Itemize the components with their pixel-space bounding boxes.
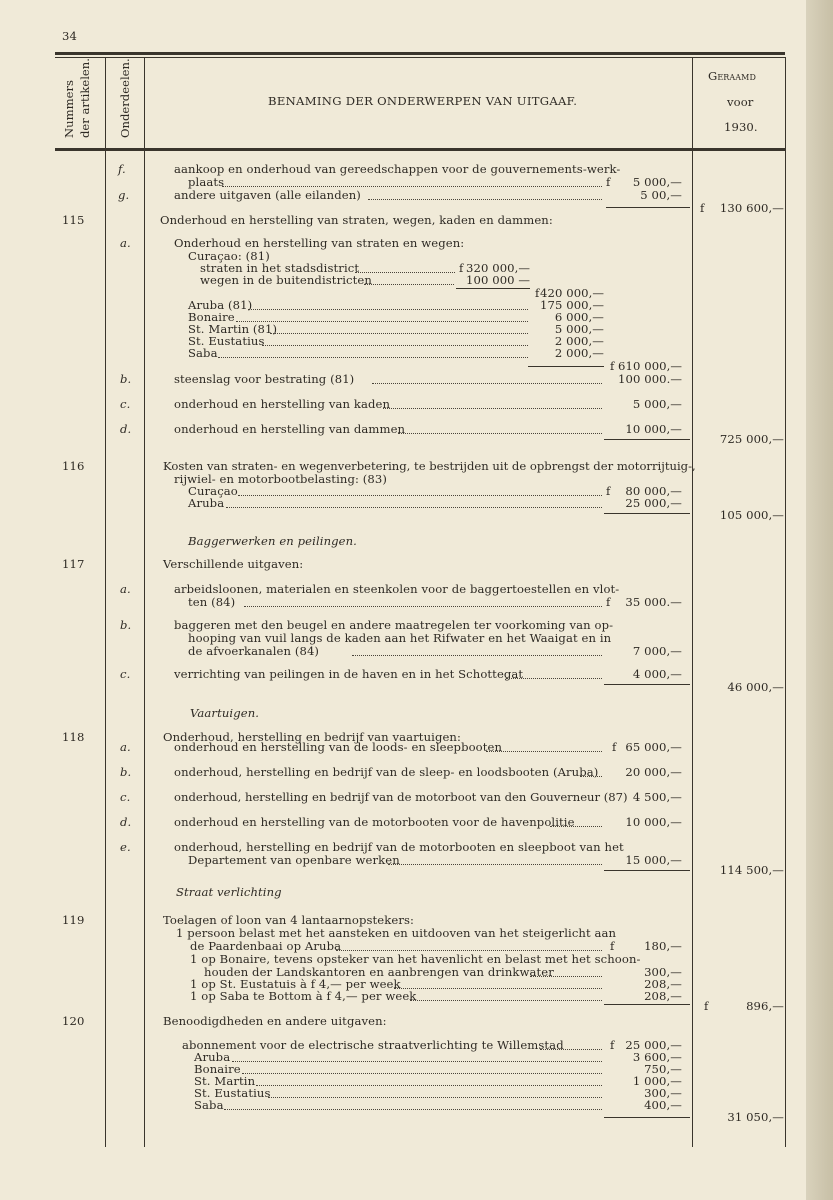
row-120-stmartin-amount: 1 000,— [632, 1074, 682, 1088]
row-117a-amount: 35 000.— [625, 595, 682, 609]
article-117-total: 46 000,— [727, 680, 784, 694]
leader [222, 186, 602, 187]
row-119-line3: 1 op Bonaire, tevens opsteker van het havenlicht en belast met het schoon- [190, 952, 641, 966]
leader [268, 1097, 602, 1098]
row-g-text: andere uitgaven (alle eilanden) [174, 188, 361, 202]
leader [372, 383, 602, 384]
leader [352, 655, 602, 656]
page-edge [806, 0, 833, 1200]
subtotal-rule [604, 1117, 690, 1118]
page-number: 34 [62, 29, 77, 43]
row-117b-text3: de afvoerkanalen (84) [188, 644, 320, 658]
leader [580, 776, 602, 777]
col-divider-3 [692, 57, 693, 1147]
article-115-number: 115 [62, 213, 85, 227]
currency-curacao-sub: f [535, 286, 540, 300]
row-steustatius-amount: 2 000,— [554, 334, 604, 348]
row-117c-label: c. [120, 667, 131, 681]
row-stmartin: St. Martin (81) [188, 322, 278, 336]
row-bonaire-amount: 6 000,— [554, 310, 604, 324]
row-curacao-subtotal: 420 000,— [540, 286, 605, 300]
row-118b-amount: 20 000,— [625, 765, 682, 779]
row-aruba: Aruba (81) [188, 298, 253, 312]
row-117b-text1: baggeren met den beugel en andere maatregelen ter voorkoming van op- [174, 618, 614, 632]
article-119-number: 119 [62, 913, 85, 927]
row-117b-label: b. [120, 618, 132, 632]
row-steustatius: St. Eustatius [188, 334, 265, 348]
leader [232, 1061, 602, 1062]
row-118d-amount: 10 000,— [625, 815, 682, 829]
row-bonaire: Bonaire [188, 310, 235, 324]
section-vaartuigen: Vaartuigen. [190, 706, 260, 720]
row-g-total: 130 600,— [719, 201, 784, 215]
leader [540, 1049, 602, 1050]
article-118-total: 114 500,— [719, 863, 784, 877]
row-f-text1: aankoop en onderhoud van gereedschappen voor de gouvernements-werk- [174, 162, 621, 176]
row-120-line1: abonnement voor de electrische straatverlichting te Willemstad [182, 1038, 564, 1052]
leader [506, 678, 602, 679]
article-116-text1: Kosten van straten- en wegenverbetering, te bestrijden uit de opbrengst der motorrijtuig-, [163, 459, 696, 473]
row-straten: straten in het stadsdistrict [200, 261, 360, 275]
row-117c-text: verrichting van peilingen in de haven en in het Schottegat [174, 667, 524, 681]
currency-118a: f [612, 740, 617, 754]
row-g-amount: 5 00,— [640, 188, 682, 202]
article-120-total: 31 050,— [727, 1110, 784, 1124]
row-g-label: g. [118, 188, 130, 202]
row-straten-amount: 320 000,— [466, 261, 531, 275]
row-119-line1: 1 persoon belast met het aansteken en uitdooven van het steigerlicht aan [176, 926, 617, 940]
col-divider-2 [144, 57, 145, 1147]
leader [244, 606, 602, 607]
row-120-steustatius-amount: 300,— [644, 1086, 682, 1100]
row-119-line2: de Paardenbaai op Aruba [190, 939, 342, 953]
article-116-number: 116 [62, 459, 85, 473]
row-119-line5: 1 op St. Eustatuis à f 4,— per week [190, 977, 401, 991]
section-baggerwerken: Baggerwerken en peilingen. [188, 534, 357, 548]
header-col1-line1: Nummers [62, 80, 76, 138]
leader [530, 976, 602, 977]
row-120-steustatius: St. Eustatius [194, 1086, 271, 1100]
row-115c-amount: 5 000,— [632, 397, 682, 411]
header-bottom-rule [55, 148, 785, 151]
leader [262, 345, 528, 346]
row-118c-text: onderhoud, herstelling en bedrijf van de motorboot van den Gouverneur (87) [174, 790, 628, 804]
row-118d-text: onderhoud en herstelling van de motorbooten voor de havenpolitie [174, 815, 575, 829]
leader [550, 826, 602, 827]
row-118c-amount: 4 500,— [632, 790, 682, 804]
leader [238, 495, 602, 496]
article-117-number: 117 [62, 557, 85, 571]
article-120-title: Benoodigdheden en andere uitgaven: [163, 1014, 387, 1028]
header-title: BENAMING DER ONDERWERPEN VAN UITGAAF. [268, 94, 578, 108]
row-119-line6: 1 op Saba te Bottom à f 4,— per week [190, 989, 417, 1003]
row-curacao: Curaçao: (81) [188, 249, 270, 263]
article-120-number: 120 [62, 1014, 85, 1028]
row-120-line1-amount: 25 000,— [625, 1038, 682, 1052]
row-117b-text2: hooping van vuil langs de kaden aan het Rifwater en het Waaigat en in [188, 631, 612, 645]
leader [242, 1073, 602, 1074]
row-115d-label: d. [120, 422, 132, 436]
leader [218, 357, 528, 358]
subtotal-rule [528, 366, 604, 367]
header-right-year: 1930. [724, 120, 758, 134]
currency-119: f [610, 939, 615, 953]
article-118-number: 118 [62, 730, 85, 744]
row-115b-label: b. [120, 372, 132, 386]
row-115d-amount: 10 000,— [625, 422, 682, 436]
row-120-aruba: Aruba [194, 1050, 231, 1064]
header-right-top: Geraamd [708, 69, 756, 83]
leader [410, 1000, 602, 1001]
article-119-title: Toelagen of loon van 4 lantaarnopstekers: [163, 913, 415, 927]
leader [486, 751, 602, 752]
row-115a-title: Onderhoud en herstelling van straten en wegen: [174, 236, 465, 250]
leader [336, 950, 602, 951]
row-118a-text: onderhoud en herstelling van de loods- en sleepbooten [174, 740, 503, 754]
row-119-line4-amount: 300,— [644, 965, 682, 979]
leader [248, 309, 528, 310]
row-120-bonaire: Bonaire [194, 1062, 241, 1076]
currency-117a: f [606, 595, 611, 609]
row-118a-amount: 65 000,— [625, 740, 682, 754]
row-120-saba: Saba [194, 1098, 224, 1112]
header-top-rule-thin [55, 57, 785, 58]
row-118e-amount: 15 000,— [625, 853, 682, 867]
col-divider-4 [785, 57, 786, 1147]
row-f-label: f. [118, 162, 126, 176]
subtotal-rule [456, 288, 530, 289]
header-right-mid: voor [727, 95, 754, 109]
row-118e-label: e. [120, 840, 131, 854]
subtotal-rule [606, 207, 690, 208]
section-straatverlichting: Straat verlichting [176, 885, 282, 899]
leader [224, 1109, 602, 1110]
row-115a-total: 610 000,— [618, 359, 683, 373]
row-120-saba-amount: 400,— [644, 1098, 682, 1112]
currency-120: f [610, 1038, 615, 1052]
row-117a-label: a. [120, 582, 131, 596]
row-115b-text: steenslag voor bestrating (81) [174, 372, 355, 386]
row-115b-amount: 100 000.— [618, 372, 683, 386]
row-117c-amount: 4 000,— [632, 667, 682, 681]
subtotal-rule [604, 439, 690, 440]
article-115-title: Onderhoud en herstelling van straten, wegen, kaden en dammen: [160, 213, 553, 227]
row-wegen-amount: 100 000 — [466, 273, 531, 287]
row-119-line6-amount: 208,— [644, 989, 682, 1003]
row-saba: Saba [188, 346, 218, 360]
row-saba-amount: 2 000,— [554, 346, 604, 360]
row-f-text2: plaats [188, 175, 225, 189]
subtotal-rule [604, 513, 690, 514]
article-116-curacao: Curaçao [188, 484, 238, 498]
leader [236, 321, 528, 322]
currency-115a-total: f [610, 359, 615, 373]
row-wegen: wegen in de buitendistricten [200, 273, 372, 287]
article-116-aruba: Aruba [188, 496, 225, 510]
row-f-amount: 5 000,— [632, 175, 682, 189]
subtotal-rule [604, 1004, 690, 1005]
row-118e-text2: Departement van openbare werken [188, 853, 400, 867]
article-116-curacao-amount: 80 000,— [625, 484, 682, 498]
article-116-text2: rijwiel- en motorbootbelasting: (83) [174, 472, 387, 486]
header-col2: Onderdeelen. [118, 58, 132, 138]
row-119-line4: houden der Landskantoren en aanbrengen van drinkwater [204, 965, 554, 979]
row-aruba-amount: 175 000,— [540, 298, 605, 312]
currency-g-total: f [700, 201, 705, 215]
article-118-title: Onderhoud, herstelling en bedrijf van vaartuigen: [163, 730, 461, 744]
article-117-title: Verschillende uitgaven: [163, 557, 304, 571]
leader [394, 988, 602, 989]
row-118c-label: c. [120, 790, 131, 804]
currency-116: f [606, 484, 611, 498]
leader [364, 284, 454, 285]
row-115c-label: c. [120, 397, 131, 411]
row-118e-text1: onderhoud, herstelling en bedrijf van de motorbooten en sleepboot van het [174, 840, 624, 854]
row-117a-text1: arbeidsloonen, materialen en steenkolen voor de baggertoestellen en vlot- [174, 582, 620, 596]
subtotal-rule [604, 870, 690, 871]
row-117b-amount: 7 000,— [632, 644, 682, 658]
row-120-aruba-amount: 3 600,— [632, 1050, 682, 1064]
article-116-total: 105 000,— [719, 508, 784, 522]
col-divider-1 [105, 57, 106, 1147]
row-118a-label: a. [120, 740, 131, 754]
leader [368, 199, 602, 200]
row-115d-text: onderhoud en herstelling van dammen [174, 422, 406, 436]
leader [398, 433, 602, 434]
header-top-rule [55, 52, 785, 55]
row-120-stmartin: St. Martin [194, 1074, 256, 1088]
row-118b-label: b. [120, 765, 132, 779]
row-120-bonaire-amount: 750,— [644, 1062, 682, 1076]
header-col1-line2: der artikelen. [78, 58, 92, 138]
leader [226, 507, 602, 508]
leader [256, 1085, 602, 1086]
article-115-total: 725 000,— [719, 432, 784, 446]
row-117a-text2: ten (84) [188, 595, 236, 609]
row-118d-label: d. [120, 815, 132, 829]
leader [270, 333, 528, 334]
row-115a-label: a. [120, 236, 131, 250]
article-119-total: 896,— [746, 999, 784, 1013]
article-116-aruba-amount: 25 000,— [625, 496, 682, 510]
currency-f: f [606, 175, 611, 189]
currency-119-total: f [704, 999, 709, 1013]
row-119-line5-amount: 208,— [644, 977, 682, 991]
leader [388, 864, 602, 865]
row-119-line2-amount: 180,— [644, 939, 682, 953]
currency-straten: f [459, 261, 464, 275]
row-118b-text: onderhoud, herstelling en bedrijf van de sleep- en loodsbooten (Aruba) [174, 765, 599, 779]
leader [383, 408, 602, 409]
row-stmartin-amount: 5 000,— [554, 322, 604, 336]
subtotal-rule [604, 684, 690, 685]
row-115c-text: onderhoud en herstelling van kaden [174, 397, 391, 411]
